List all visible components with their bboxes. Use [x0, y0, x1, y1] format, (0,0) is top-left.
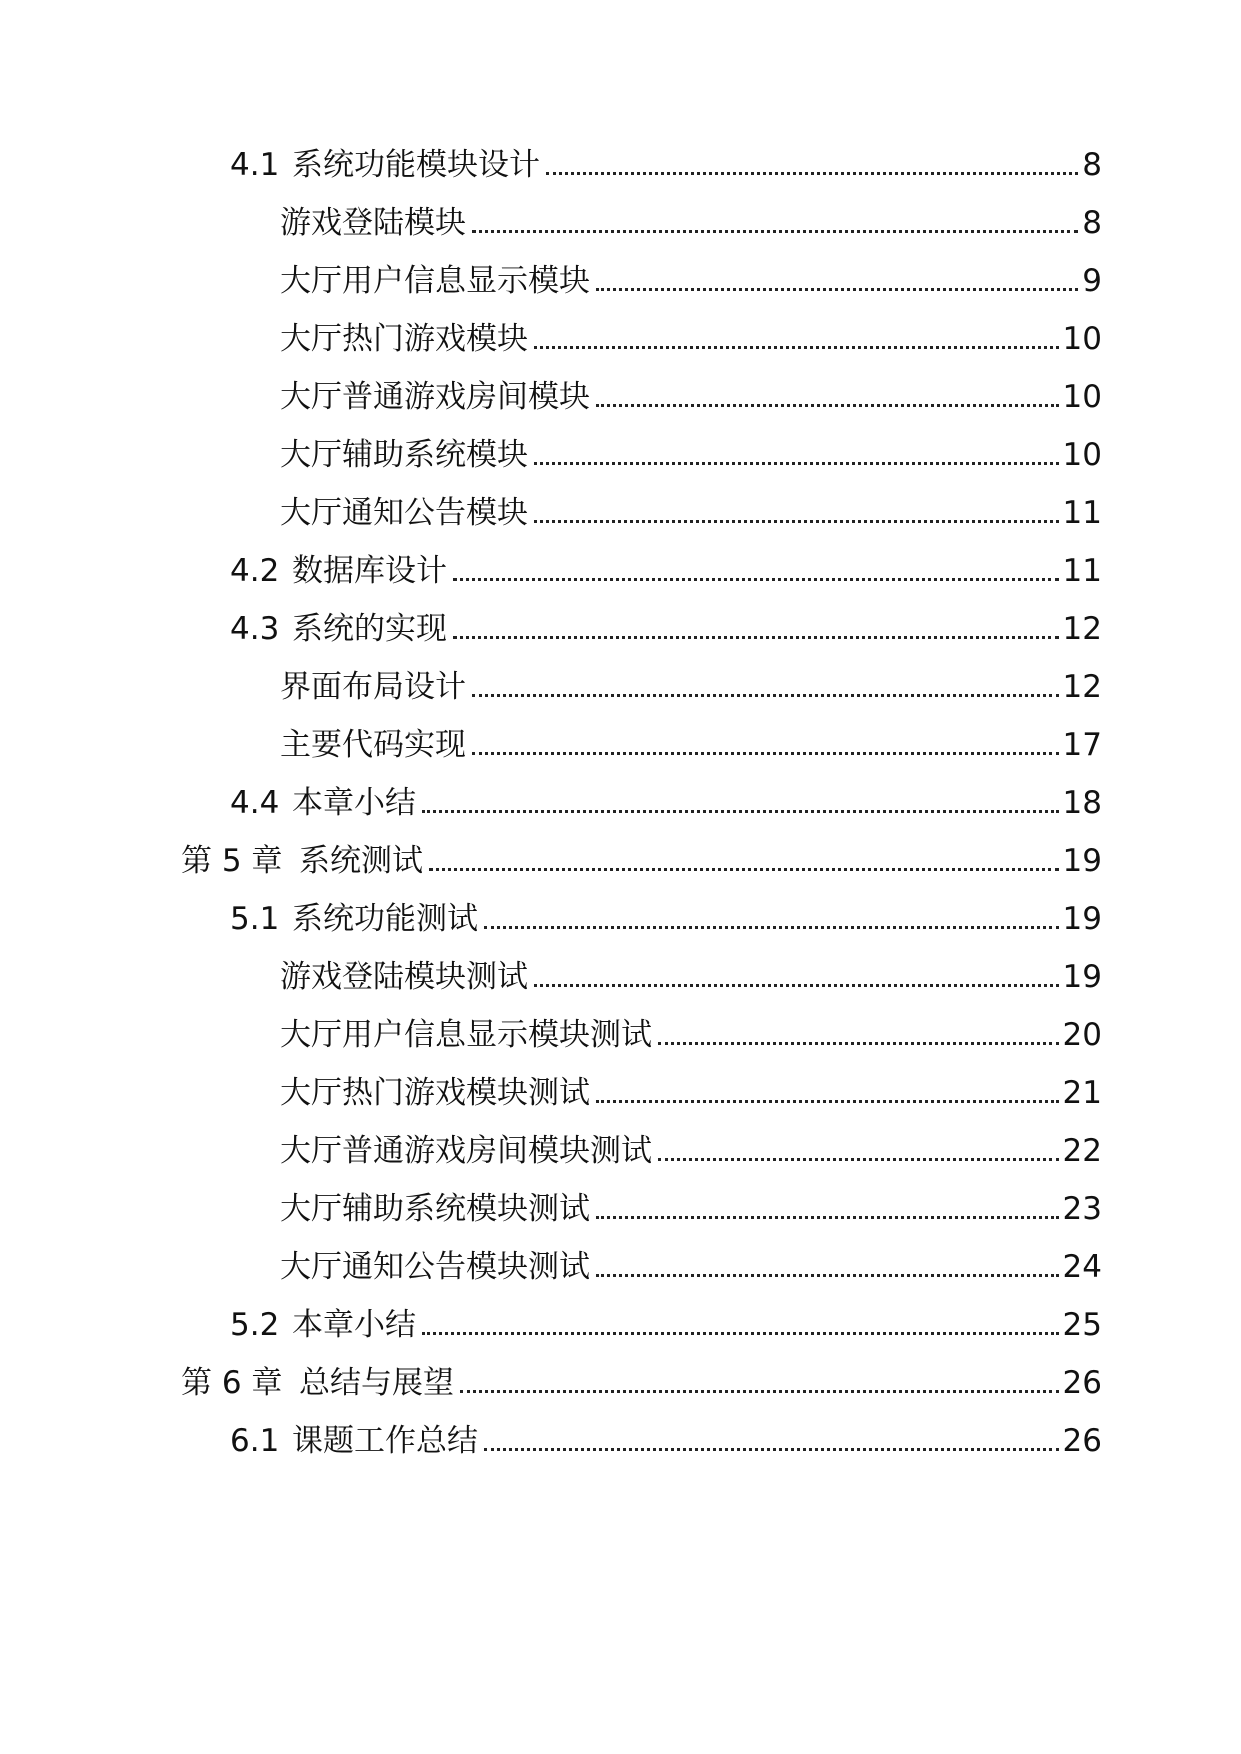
toc-entry[interactable]: [280, 725, 1102, 765]
dot-leader: [472, 230, 1078, 233]
toc-entry-title: 系统测试: [299, 843, 423, 879]
toc-entry-page: 8: [1082, 147, 1102, 183]
dot-leader: [534, 462, 1059, 465]
toc-entry-page: 11: [1062, 553, 1102, 589]
dot-leader: [472, 694, 1059, 697]
toc-entry-page: 19: [1062, 959, 1102, 995]
toc-entry-title: 游戏登陆模块: [280, 205, 466, 241]
toc-entry-title: 数据库设计: [292, 553, 447, 589]
toc-entry[interactable]: [280, 377, 1102, 417]
toc-entry[interactable]: [280, 1073, 1102, 1113]
toc-entry-page: 25: [1062, 1307, 1102, 1343]
toc-entry-page: 10: [1062, 437, 1102, 473]
dot-leader: [596, 1100, 1059, 1103]
toc-entry[interactable]: [181, 841, 1102, 881]
toc-entry-number: 4.4: [230, 785, 280, 821]
toc-entry-number: 4.2: [230, 553, 280, 589]
toc-entry-title: 系统的实现: [292, 611, 447, 647]
toc-entry-page: 26: [1062, 1365, 1102, 1401]
toc-entry[interactable]: [280, 1131, 1102, 1171]
toc-entry[interactable]: [230, 609, 1102, 649]
toc-entry-number: 5.2: [230, 1307, 280, 1343]
dot-leader: [596, 288, 1078, 291]
dot-leader: [534, 984, 1059, 987]
toc-entry[interactable]: [280, 319, 1102, 359]
toc-entry-title: 大厅热门游戏模块: [280, 321, 528, 357]
dot-leader: [453, 636, 1059, 639]
toc-entry-page: 12: [1062, 611, 1102, 647]
toc-entry-page: 12: [1062, 669, 1102, 705]
toc-entry[interactable]: [230, 783, 1102, 823]
toc-entry[interactable]: [280, 1247, 1102, 1287]
toc-entry[interactable]: [230, 551, 1102, 591]
toc-entry-title: 本章小结: [292, 1307, 416, 1343]
toc-entry-title: 大厅通知公告模块测试: [280, 1249, 590, 1285]
toc-entry-title: 课题工作总结: [292, 1423, 478, 1459]
toc-entry-title: 大厅通知公告模块: [280, 495, 528, 531]
toc-entry-number: 第 5 章: [181, 843, 283, 879]
toc-entry-page: 23: [1062, 1191, 1102, 1227]
dot-leader: [658, 1158, 1059, 1161]
toc-entry-number: 4.1: [230, 147, 280, 183]
dot-leader: [596, 404, 1059, 407]
toc-entry-title: 系统功能模块设计: [292, 147, 540, 183]
toc-entry[interactable]: [230, 145, 1102, 185]
dot-leader: [429, 868, 1059, 871]
dot-leader: [658, 1042, 1059, 1045]
dot-leader: [422, 810, 1059, 813]
toc-entry-number: 第 6 章: [181, 1365, 283, 1401]
toc-entry[interactable]: [280, 435, 1102, 475]
toc-entry-page: 18: [1062, 785, 1102, 821]
dot-leader: [484, 1448, 1059, 1451]
toc-entry[interactable]: [280, 1189, 1102, 1229]
dot-leader: [453, 578, 1059, 581]
toc-entry[interactable]: [230, 1421, 1102, 1461]
toc-entry-page: 10: [1062, 379, 1102, 415]
dot-leader: [596, 1274, 1059, 1277]
dot-leader: [534, 520, 1059, 523]
dot-leader: [546, 172, 1078, 175]
dot-leader: [422, 1332, 1059, 1335]
toc-entry-title: 总结与展望: [299, 1365, 454, 1401]
toc-entry-title: 大厅用户信息显示模块测试: [280, 1017, 652, 1053]
toc-entry-number: 4.3: [230, 611, 280, 647]
toc-entry-title: 本章小结: [292, 785, 416, 821]
toc-entry-title: 大厅普通游戏房间模块测试: [280, 1133, 652, 1169]
toc-entry-page: 24: [1062, 1249, 1102, 1285]
toc-entry-page: 21: [1062, 1075, 1102, 1111]
toc-entry-page: 26: [1062, 1423, 1102, 1459]
toc-entry-title: 主要代码实现: [280, 727, 466, 763]
dot-leader: [484, 926, 1059, 929]
toc-entry[interactable]: [181, 1363, 1102, 1403]
dot-leader: [534, 346, 1059, 349]
toc-entry-page: 17: [1062, 727, 1102, 763]
toc-entry[interactable]: [280, 261, 1102, 301]
toc-entry-number: 5.1: [230, 901, 280, 937]
toc-entry[interactable]: [280, 1015, 1102, 1055]
toc-entry[interactable]: [280, 667, 1102, 707]
toc-entry-page: 19: [1062, 901, 1102, 937]
dot-leader: [596, 1216, 1059, 1219]
dot-leader: [472, 752, 1059, 755]
toc-entry[interactable]: [280, 203, 1102, 243]
toc-entry[interactable]: [230, 899, 1102, 939]
toc-entry-page: 20: [1062, 1017, 1102, 1053]
toc-entry-title: 大厅普通游戏房间模块: [280, 379, 590, 415]
toc-entry-page: 8: [1082, 205, 1102, 241]
toc-entry-title: 大厅辅助系统模块测试: [280, 1191, 590, 1227]
toc-entry-page: 10: [1062, 321, 1102, 357]
toc-entry-title: 游戏登陆模块测试: [280, 959, 528, 995]
toc-entry-title: 系统功能测试: [292, 901, 478, 937]
toc-entry[interactable]: [280, 493, 1102, 533]
dot-leader: [460, 1390, 1059, 1393]
toc-entry-title: 界面布局设计: [280, 669, 466, 705]
toc-entry-page: 11: [1062, 495, 1102, 531]
toc-entry-page: 19: [1062, 843, 1102, 879]
toc-entry-title: 大厅辅助系统模块: [280, 437, 528, 473]
toc-entry-page: 22: [1062, 1133, 1102, 1169]
toc-entry-number: 6.1: [230, 1423, 280, 1459]
toc-entry-title: 大厅热门游戏模块测试: [280, 1075, 590, 1111]
toc-entry-title: 大厅用户信息显示模块: [280, 263, 590, 299]
toc-entry[interactable]: [280, 957, 1102, 997]
toc-entry-page: 9: [1082, 263, 1102, 299]
toc-entry[interactable]: [230, 1305, 1102, 1345]
